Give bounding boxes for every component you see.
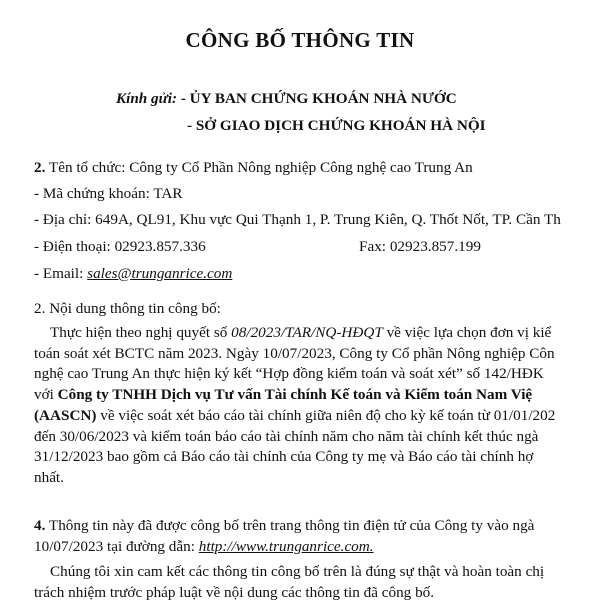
stock-code: TAR (153, 185, 183, 202)
paragraph-line (34, 516, 600, 537)
org-name: Công ty Cổ Phần Nông nghiệp Công nghệ cao Trung An (129, 159, 473, 176)
phone-line (34, 237, 206, 257)
org-name-line (34, 158, 473, 178)
fax-line (359, 237, 481, 257)
paragraph-line (34, 537, 600, 558)
paragraph-line (34, 406, 600, 427)
publish-paragraph (34, 516, 600, 557)
resolution-number: 08/2023/TAR/NQ-HĐQT (231, 324, 383, 341)
fax-label: Fax: (359, 238, 387, 255)
org-name-label: Tên tổ chức: (48, 159, 126, 176)
text-run: về việc soát xét báo cáo tài chính giữa niên độ cho kỳ kế toán từ 01/01/202 (96, 406, 556, 424)
paragraph-line: Chúng tôi xin cam kết các thông tin công bố trên là đúng sự thật và hoàn toàn chị (50, 563, 545, 580)
paragraph-line: nhất. (34, 468, 64, 486)
org-section-number: 2. (34, 159, 46, 176)
address-value: 649A, QL91, Khu vực Qui Thạnh 1, P. Trung Kiên, Q. Thốt Nốt, TP. Cần Th (95, 211, 561, 228)
addressee-ssc: - ỦY BAN CHỨNG KHOÁN NHÀ NƯỚC (180, 90, 457, 107)
phone-value: 02923.857.336 (114, 238, 206, 255)
text-run: về việc lựa chọn đơn vị kiể (382, 324, 552, 341)
publish-section-number: 4. (34, 517, 46, 534)
paragraph-line: 31/12/2023 bao gồm cả Báo cáo tài chính của Công ty mẹ và Báo cáo tài chính hợ (34, 448, 534, 466)
address-line (34, 210, 561, 230)
addressee-line-1 (116, 89, 457, 109)
phone-label: - Điện thoại: (34, 238, 111, 255)
website-link[interactable]: http://www.trunganrice.com. (198, 537, 374, 555)
document-title: CÔNG BỐ THÔNG TIN (185, 28, 415, 52)
auditor-abbrev: (AASCN) (34, 406, 97, 424)
text-run: 10/07/2023 tại đường dẫn: (34, 537, 199, 555)
stock-code-label: - Mã chứng khoán: (34, 185, 150, 202)
commitment-paragraph (34, 562, 600, 600)
fax-value: 02923.857.199 (389, 238, 481, 255)
paragraph-line: trách nhiệm trước pháp luật về nội dung các thông tin đã công bố. (34, 583, 435, 600)
email-line (34, 264, 232, 284)
paragraph-line (34, 323, 600, 344)
stock-code-line (34, 184, 183, 204)
paragraph-line: nghệ cao Trung An thực hiện ký kết “Hợp đồng kiểm toán và soát xét” số 142/HĐK (34, 365, 544, 383)
auditor-name: Công ty TNHH Dịch vụ Tư vấn Tài chính Kế toán và Kiểm toán Nam Việ (57, 386, 533, 404)
paragraph-line: đến 30/06/2023 và kiểm toán báo cáo tài chính năm cho năm tài chính kết thúc ngà (34, 427, 539, 445)
email-label: - Email: (34, 265, 84, 282)
text-run: Thông tin này đã được công bố trên trang thông tin điện tử của Công ty vào ngà (45, 517, 535, 534)
text-run: với (34, 386, 58, 404)
paragraph-line: toán soát xét BCTC năm 2023. Ngày 10/07/2023, Công ty Cổ phần Nông nghiệp Côn (34, 344, 555, 362)
text-run: Thực hiện theo nghị quyết số (50, 324, 232, 341)
email-link[interactable]: sales@trunganrice.com (87, 265, 233, 282)
paragraph-line (34, 385, 600, 406)
address-label: - Địa chỉ: (34, 211, 92, 228)
content-paragraph (34, 323, 600, 489)
addressee-hnx: - SỞ GIAO DỊCH CHỨNG KHOÁN HÀ NỘI (187, 117, 486, 134)
addressee-label: Kính gửi: (116, 90, 178, 107)
content-heading: 2. Nội dung thông tin công bố: (34, 300, 221, 317)
